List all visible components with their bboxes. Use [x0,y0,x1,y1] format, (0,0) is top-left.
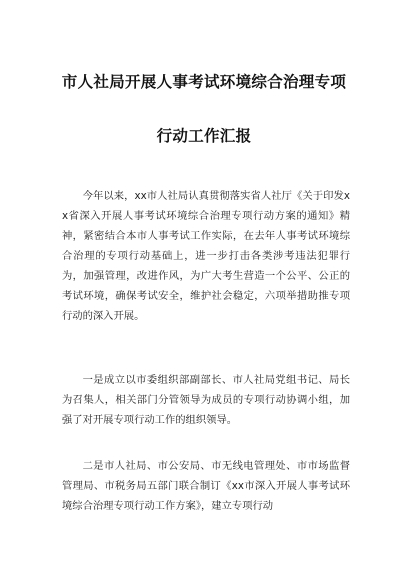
paragraph-measure-1: 一是成立以市委组织部副部长、市人社局党组书记、局长为召集人，相关部门分管领导为成员的专项行动协调小组，加强了对开展专项行动工作的组织领导。 [62,374,350,426]
paragraph-intro: 今年以来，xx市人社局认真贯彻落实省人社厅《关于印发xx省深入开展人事考试环境综合治理专项行动方案的通知》精神，紧密结合本市人事考试工作实际，在去年人事考试环境综合治理的专项行动基础上，进一步打击各类涉考违法犯罪行为，加强管理，改进作风，为广大考生营造一个公平、公正的考试环境，确保考试安全，维护社会稳定，六项举措助推专项行动的深入开展。 [62,190,350,322]
paragraph-measure-2: 二是市人社局、市公安局、市无线电管理处、市市场监督管理局、市税务局五部门联合制订《xx市深入开展人事考试环境综合治理专项行动工作方案》，建立专项行动 [62,460,350,512]
document-title-line-1: 市人社局开展人事考试环境综合治理专项 [61,73,347,91]
document-title-line-2: 行动工作汇报 [156,127,252,145]
